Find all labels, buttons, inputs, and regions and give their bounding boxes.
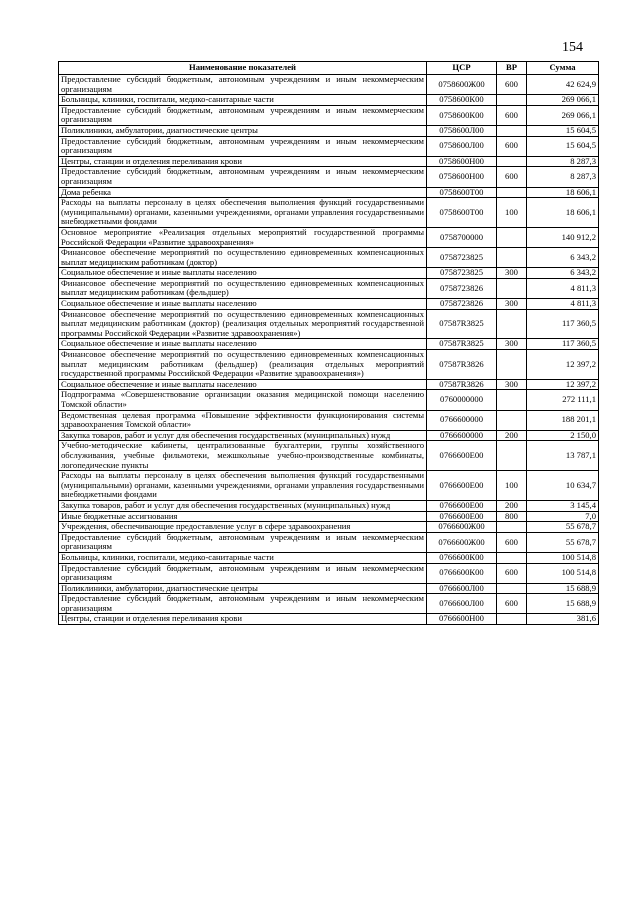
name-cell: Финансовое обеспечение мероприятий по осуществлению единовременных компенсационных выплат медицинским работникам (доктор) (реализация отдельных мероприятий государственной программы Российской Федерации «Развитие здравоохранения»)	[59, 309, 427, 339]
name-cell: Дома ребенка	[59, 187, 427, 198]
vr-cell	[497, 248, 527, 268]
table-row	[59, 136, 599, 156]
sum-cell: 2 150,0	[527, 430, 599, 441]
code-cell: 0758700000	[427, 227, 497, 247]
code-cell: 07587R3826	[427, 379, 497, 390]
name-cell: Социальное обеспечение и иные выплаты населению	[59, 299, 427, 310]
vr-cell	[497, 156, 527, 167]
header-vr: ВР	[497, 62, 527, 75]
sum-cell: 381,6	[527, 614, 599, 625]
table-row	[59, 156, 599, 167]
name-cell: Больницы, клиники, госпитали, медико-санитарные части	[59, 95, 427, 106]
name-cell: Поликлиники, амбулатории, диагностические центры	[59, 125, 427, 136]
code-cell: 07587R3825	[427, 339, 497, 350]
vr-cell	[497, 390, 527, 410]
table-row	[59, 198, 599, 228]
sum-cell: 8 287,3	[527, 156, 599, 167]
name-cell: Финансовое обеспечение мероприятий по осуществлению единовременных компенсационных выплат медицинским работникам (доктор)	[59, 248, 427, 268]
name-cell: Центры, станции и отделения переливания крови	[59, 614, 427, 625]
code-cell: 0766600Ж00	[427, 522, 497, 533]
table-row	[59, 187, 599, 198]
code-cell: 0766600Л00	[427, 594, 497, 614]
name-cell: Закупка товаров, работ и услуг для обеспечения государственных (муниципальных) нужд	[59, 430, 427, 441]
sum-cell: 42 624,9	[527, 75, 599, 95]
name-cell: Центры, станции и отделения переливания крови	[59, 156, 427, 167]
vr-cell	[497, 552, 527, 563]
sum-cell: 55 678,7	[527, 532, 599, 552]
code-cell: 0766600К00	[427, 563, 497, 583]
table-row	[59, 125, 599, 136]
name-cell: Основное мероприятие «Реализация отдельных мероприятий государственной программы Российской Федерации «Развитие здравоохранения»	[59, 227, 427, 247]
table-row	[59, 299, 599, 310]
table-row	[59, 500, 599, 511]
code-cell: 0758600Ж00	[427, 75, 497, 95]
vr-cell: 800	[497, 511, 527, 522]
sum-cell: 140 912,2	[527, 227, 599, 247]
header-code: ЦСР	[427, 62, 497, 75]
vr-cell	[497, 187, 527, 198]
sum-cell: 6 343,2	[527, 268, 599, 279]
vr-cell	[497, 522, 527, 533]
sum-cell: 3 145,4	[527, 500, 599, 511]
code-cell: 0766600Н00	[427, 614, 497, 625]
sum-cell: 18 606,1	[527, 187, 599, 198]
vr-cell	[497, 410, 527, 430]
table-row	[59, 522, 599, 533]
sum-cell: 100 514,8	[527, 552, 599, 563]
vr-cell: 600	[497, 75, 527, 95]
table-header-row	[59, 62, 599, 75]
name-cell: Подпрограмма «Совершенствование организации оказания медицинской помощи населению Томской области»	[59, 390, 427, 410]
vr-cell: 300	[497, 379, 527, 390]
name-cell: Предоставление субсидий бюджетным, автономным учреждениям и иным некоммерческим организациям	[59, 75, 427, 95]
sum-cell: 12 397,2	[527, 379, 599, 390]
code-cell: 0766600000	[427, 410, 497, 430]
name-cell: Больницы, клиники, госпитали, медико-санитарные части	[59, 552, 427, 563]
vr-cell	[497, 309, 527, 339]
table-row	[59, 614, 599, 625]
vr-cell: 300	[497, 268, 527, 279]
table-row	[59, 278, 599, 298]
code-cell: 0766600000	[427, 430, 497, 441]
sum-cell: 15 604,5	[527, 136, 599, 156]
name-cell: Расходы на выплаты персоналу в целях обеспечения выполнения функций государственными (муниципальными) органами, казенными учреждениями, органами управления государственными внебюджетными фондами	[59, 471, 427, 501]
table-row	[59, 167, 599, 187]
name-cell: Предоставление субсидий бюджетным, автономным учреждениям и иным некоммерческим организациям	[59, 594, 427, 614]
code-cell: 0758723826	[427, 299, 497, 310]
sum-cell: 4 811,3	[527, 278, 599, 298]
vr-cell: 600	[497, 532, 527, 552]
name-cell: Расходы на выплаты персоналу в целях обеспечения выполнения функций государственными (муниципальными) органами, казенными учреждениями, органами управления государственными внебюджетными фондами	[59, 198, 427, 228]
vr-cell: 200	[497, 500, 527, 511]
vr-cell: 100	[497, 198, 527, 228]
table-row	[59, 95, 599, 106]
name-cell: Учреждения, обеспечивающие предоставление услуг в сфере здравоохранения	[59, 522, 427, 533]
name-cell: Предоставление субсидий бюджетным, автономным учреждениям и иным некоммерческим организациям	[59, 136, 427, 156]
name-cell: Предоставление субсидий бюджетным, автономным учреждениям и иным некоммерческим организациям	[59, 105, 427, 125]
vr-cell	[497, 227, 527, 247]
sum-cell: 117 360,5	[527, 309, 599, 339]
table-row	[59, 309, 599, 339]
sum-cell: 100 514,8	[527, 563, 599, 583]
sum-cell: 6 343,2	[527, 248, 599, 268]
code-cell: 0758723826	[427, 278, 497, 298]
sum-cell: 4 811,3	[527, 299, 599, 310]
sum-cell: 18 606,1	[527, 198, 599, 228]
sum-cell: 188 201,1	[527, 410, 599, 430]
table-row	[59, 339, 599, 350]
name-cell: Иные бюджетные ассигнования	[59, 511, 427, 522]
table-row	[59, 430, 599, 441]
table-row	[59, 594, 599, 614]
vr-cell	[497, 278, 527, 298]
code-cell: 0758600Н00	[427, 156, 497, 167]
vr-cell: 600	[497, 563, 527, 583]
table-row	[59, 552, 599, 563]
table-row	[59, 268, 599, 279]
code-cell: 0758600Т00	[427, 198, 497, 228]
code-cell: 0766600Е00	[427, 511, 497, 522]
sum-cell: 269 066,1	[527, 95, 599, 106]
budget-table	[58, 61, 599, 625]
vr-cell	[497, 441, 527, 471]
table-row	[59, 227, 599, 247]
name-cell: Социальное обеспечение и иные выплаты населению	[59, 268, 427, 279]
sum-cell: 15 604,5	[527, 125, 599, 136]
header-name: Наименование показателей	[59, 62, 427, 75]
name-cell: Предоставление субсидий бюджетным, автономным учреждениям и иным некоммерческим организациям	[59, 532, 427, 552]
vr-cell: 600	[497, 167, 527, 187]
table-row	[59, 350, 599, 380]
sum-cell: 15 688,9	[527, 594, 599, 614]
sum-cell: 55 678,7	[527, 522, 599, 533]
vr-cell: 200	[497, 430, 527, 441]
table-row	[59, 511, 599, 522]
code-cell: 0758723825	[427, 248, 497, 268]
name-cell: Учебно-методические кабинеты, централизованные бухгалтерии, группы хозяйственного обслуживания, учебные фильмотеки, межшкольные учебно-производственные комбинаты, логопедические пункты	[59, 441, 427, 471]
code-cell: 0758600Л00	[427, 125, 497, 136]
sum-cell: 12 397,2	[527, 350, 599, 380]
table-row	[59, 390, 599, 410]
sum-cell: 7,0	[527, 511, 599, 522]
name-cell: Социальное обеспечение и иные выплаты населению	[59, 339, 427, 350]
name-cell: Поликлиники, амбулатории, диагностические центры	[59, 583, 427, 594]
code-cell: 0758600Н00	[427, 167, 497, 187]
sum-cell: 272 111,1	[527, 390, 599, 410]
name-cell: Предоставление субсидий бюджетным, автономным учреждениям и иным некоммерческим организациям	[59, 563, 427, 583]
vr-cell: 300	[497, 339, 527, 350]
code-cell: 0760000000	[427, 390, 497, 410]
code-cell: 0766600Е00	[427, 500, 497, 511]
code-cell: 0758600Л00	[427, 136, 497, 156]
code-cell: 0758600К00	[427, 105, 497, 125]
name-cell: Финансовое обеспечение мероприятий по осуществлению единовременных компенсационных выплат медицинским работникам (фельдшер) (реализация отдельных мероприятий государственной программы Российской Федерации «Развитие здравоохранения»)	[59, 350, 427, 380]
vr-cell: 300	[497, 299, 527, 310]
name-cell: Предоставление субсидий бюджетным, автономным учреждениям и иным некоммерческим организациям	[59, 167, 427, 187]
table-row	[59, 248, 599, 268]
vr-cell: 600	[497, 594, 527, 614]
name-cell: Ведомственная целевая программа «Повышение эффективности функционирования системы здравоохранения Томской области»	[59, 410, 427, 430]
vr-cell: 100	[497, 471, 527, 501]
header-sum: Сумма	[527, 62, 599, 75]
code-cell: 07587R3826	[427, 350, 497, 380]
vr-cell: 600	[497, 136, 527, 156]
code-cell: 0766600К00	[427, 552, 497, 563]
name-cell: Финансовое обеспечение мероприятий по осуществлению единовременных компенсационных выплат медицинским работникам (фельдшер)	[59, 278, 427, 298]
name-cell: Закупка товаров, работ и услуг для обеспечения государственных (муниципальных) нужд	[59, 500, 427, 511]
sum-cell: 10 634,7	[527, 471, 599, 501]
sum-cell: 15 688,9	[527, 583, 599, 594]
vr-cell	[497, 95, 527, 106]
sum-cell: 8 287,3	[527, 167, 599, 187]
table-row	[59, 583, 599, 594]
sum-cell: 269 066,1	[527, 105, 599, 125]
table-row	[59, 563, 599, 583]
table-row	[59, 441, 599, 471]
table-row	[59, 105, 599, 125]
page-number: 154	[562, 40, 583, 55]
table-body	[59, 75, 599, 625]
code-cell: 0766600Е00	[427, 441, 497, 471]
sum-cell: 117 360,5	[527, 339, 599, 350]
vr-cell	[497, 350, 527, 380]
code-cell: 0766600Л00	[427, 583, 497, 594]
vr-cell	[497, 583, 527, 594]
vr-cell	[497, 125, 527, 136]
code-cell: 0758723825	[427, 268, 497, 279]
code-cell: 0758600К00	[427, 95, 497, 106]
code-cell: 07587R3825	[427, 309, 497, 339]
code-cell: 0766600Ж00	[427, 532, 497, 552]
table-row	[59, 532, 599, 552]
table-row	[59, 379, 599, 390]
table-row	[59, 410, 599, 430]
table-row	[59, 75, 599, 95]
vr-cell: 600	[497, 105, 527, 125]
vr-cell	[497, 614, 527, 625]
table-row	[59, 471, 599, 501]
code-cell: 0766600Е00	[427, 471, 497, 501]
code-cell: 0758600Т00	[427, 187, 497, 198]
sum-cell: 13 787,1	[527, 441, 599, 471]
name-cell: Социальное обеспечение и иные выплаты населению	[59, 379, 427, 390]
